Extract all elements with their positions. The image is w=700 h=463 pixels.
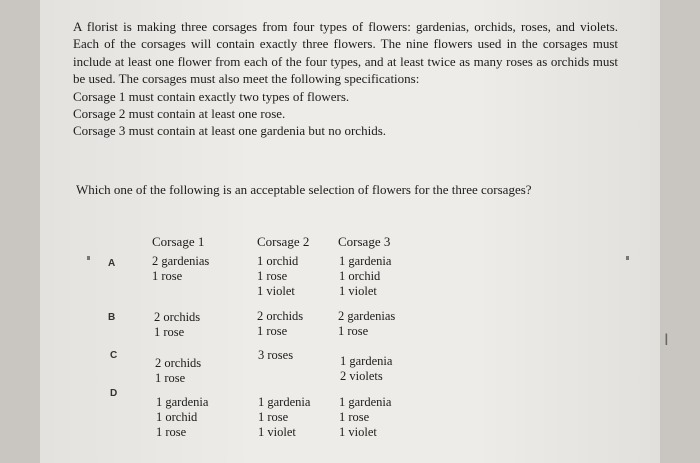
option-d-c3-line-1: 1 gardenia (339, 395, 392, 409)
header-corsage-1: Corsage 1 (152, 234, 205, 249)
option-a-c2-line-1: 1 orchid (257, 254, 299, 268)
option-d-letter[interactable]: D (110, 388, 118, 399)
option-a-corsage-2[interactable] (257, 254, 298, 299)
option-c-c1-line-1: 2 orchids (155, 356, 202, 370)
option-d-corsage-1[interactable] (156, 395, 208, 440)
option-b-corsage-2[interactable] (257, 309, 303, 339)
option-c-corsage-2[interactable] (258, 348, 293, 363)
spec-corsage-2: Corsage 2 must contain at least one rose. (73, 106, 286, 122)
option-c-c3-line-2: 2 violets (340, 369, 383, 383)
header-corsage-2: Corsage 2 (257, 234, 310, 249)
option-a-letter[interactable]: A (108, 258, 116, 269)
option-d-c2-line-2: 1 rose (258, 410, 289, 424)
option-b-corsage-3[interactable] (338, 309, 395, 339)
option-a-c2-line-3: 1 violet (257, 284, 295, 298)
option-c-c2-line-1: 3 roses (258, 348, 294, 362)
option-d-c1-line-3: 1 rose (156, 425, 187, 439)
option-d-c2-line-1: 1 gardenia (258, 395, 311, 409)
option-b-c2-line-2: 1 rose (257, 324, 288, 338)
option-d-c1-line-2: 1 orchid (156, 410, 198, 424)
option-a-c3-line-3: 1 violet (339, 284, 377, 298)
option-d-corsage-3[interactable] (339, 395, 391, 440)
question-text: Which one of the following is an acceptable selection of flowers for the three corsages? (76, 182, 532, 197)
option-d-corsage-2[interactable] (258, 395, 310, 440)
option-a-c2-line-2: 1 rose (257, 269, 288, 283)
problem-text (73, 18, 618, 140)
bullet-mark-left (87, 256, 90, 260)
option-c-corsage-3[interactable] (340, 354, 392, 384)
option-a-c3-line-2: 1 orchid (339, 269, 381, 283)
option-b-c3-line-1: 2 gardenias (338, 309, 396, 323)
option-a-corsage-1[interactable] (152, 254, 209, 284)
option-c-letter[interactable]: C (110, 350, 118, 361)
option-b-c3-line-2: 1 rose (338, 324, 369, 338)
problem-paragraph: A florist is making three corsages from four types of flowers: gardenias, orchids, roses, and violets. Each of the corsages will contain exactly three flowers. The nine flowers used in the corsages must include at least one flower from each of the four types, and at least twice as many roses as orchids must be used. The corsages must also meet the following specifications: (73, 19, 618, 87)
option-a-c3-line-1: 1 gardenia (339, 254, 392, 268)
option-d-c3-line-3: 1 violet (339, 425, 377, 439)
option-b-c1-line-2: 1 rose (154, 325, 185, 339)
bullet-mark-right (626, 256, 629, 260)
option-a-corsage-3[interactable] (339, 254, 391, 299)
option-a-c1-line-2: 1 rose (152, 269, 183, 283)
option-d-c1-line-1: 1 gardenia (156, 395, 209, 409)
option-c-corsage-1[interactable] (155, 356, 201, 386)
option-b-corsage-1[interactable] (154, 310, 200, 340)
option-c-c3-line-1: 1 gardenia (340, 354, 393, 368)
option-d-c3-line-2: 1 rose (339, 410, 370, 424)
option-b-c2-line-1: 2 orchids (257, 309, 304, 323)
option-b-letter[interactable]: B (108, 312, 116, 323)
spec-corsage-3: Corsage 3 must contain at least one gardenia but no orchids. (73, 123, 387, 139)
option-d-c2-line-3: 1 violet (258, 425, 296, 439)
spec-corsage-1: Corsage 1 must contain exactly two types of flowers. (73, 88, 350, 104)
option-c-c1-line-2: 1 rose (155, 371, 186, 385)
option-a-c1-line-1: 2 gardenias (152, 254, 210, 268)
header-corsage-3: Corsage 3 (338, 234, 391, 249)
option-b-c1-line-1: 2 orchids (154, 310, 201, 324)
text-cursor-icon: I (664, 330, 669, 349)
